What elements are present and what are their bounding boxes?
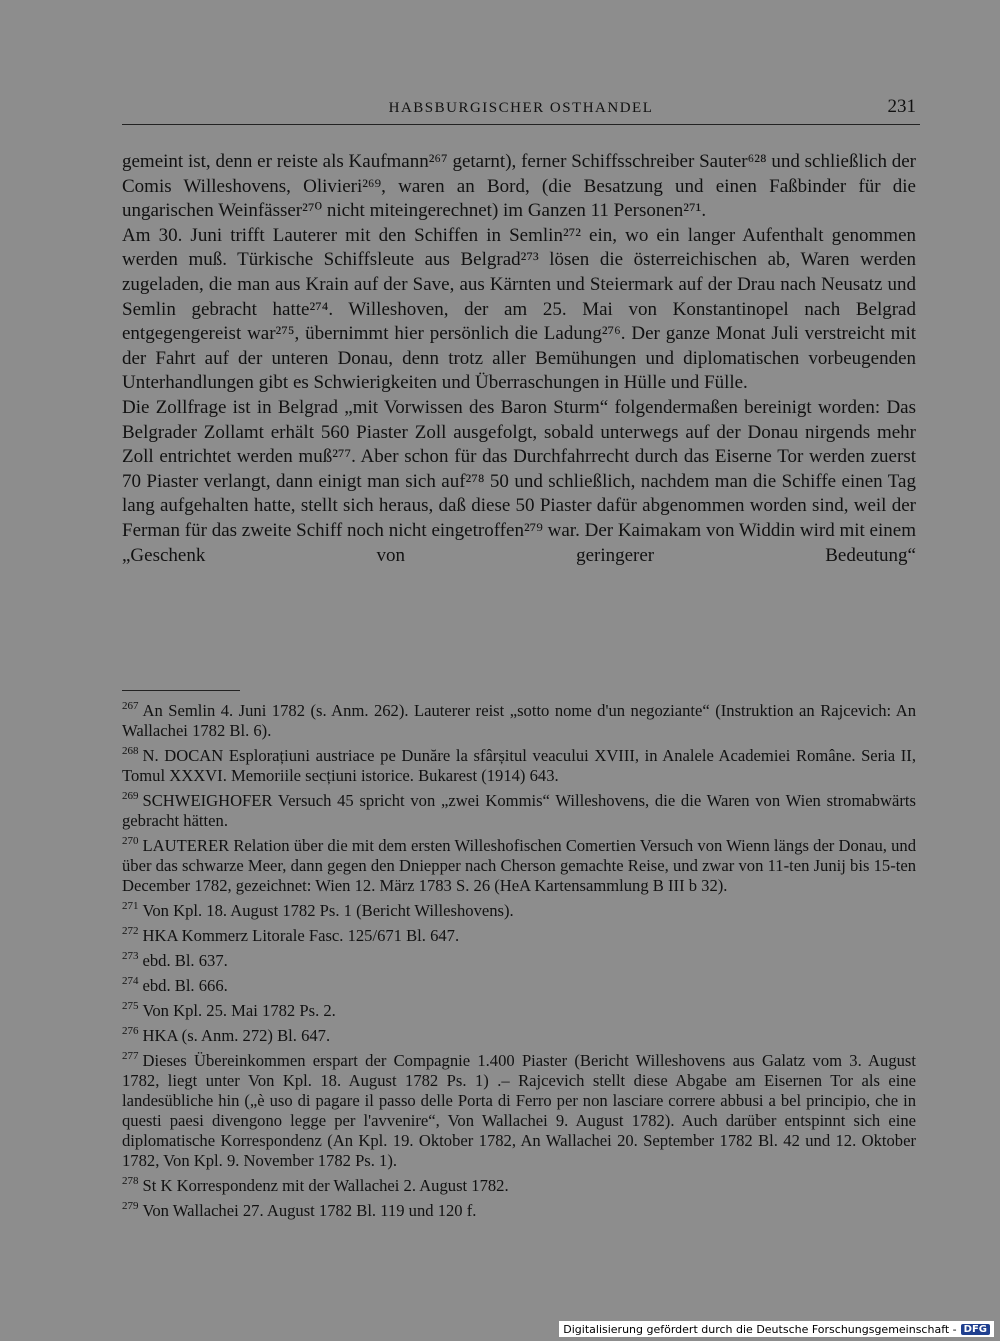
footnote (122, 791, 916, 831)
footnote (122, 1176, 916, 1196)
footnote-number: 272 (122, 925, 139, 938)
footnote-number: 273 (122, 950, 139, 963)
footnote (122, 746, 916, 786)
footnote (122, 976, 916, 996)
dfg-logo: DFG (961, 1324, 990, 1335)
footnote-text: ebd. Bl. 637. (142, 951, 228, 970)
footnote-text: St K Korrespondenz mit der Wallachei 2. August 1782. (142, 1176, 509, 1195)
paragraph: gemeint ist, denn er reiste als Kaufmann²⁶⁷ getarnt), ferner Schiffsschreiber Sauter⁶²⁸ und schließlich der Comis Willeshovens, Olivieri²⁶⁹, waren an Bord, (die Besatzung und einen Faßbinder für die ungarischen Weinfässer²⁷⁰ nicht miteingerechnet) im Ganzen 11 Personen²⁷¹. (122, 151, 916, 222)
footnote (122, 1026, 916, 1046)
credit-text: Digitalisierung gefördert durch die Deutsche Forschungsgemeinschaft - (563, 1322, 957, 1336)
footnote-text: LAUTERER Relation über die mit dem ersten Willeshofischen Comertien Versuch von Wienn längs der Donau, und über das schwarze Meer, dann gegen den Dniepper nach Cherson gemachte Reise, und zwar von 11-ten Junij bis 15-ten December 1782, gezeichnet: Wien 12. März 1783 S. 26 (HeA Kartensammlung B III b 32). (122, 836, 916, 895)
footnote-number: 275 (122, 1000, 139, 1013)
page-number: 231 (887, 96, 916, 117)
footnote-number: 271 (122, 900, 139, 913)
footnote-text: HKA Kommerz Litorale Fasc. 125/671 Bl. 647. (142, 926, 460, 945)
footnote-number: 274 (122, 975, 139, 988)
footnote (122, 1001, 916, 1021)
paragraph: Am 30. Juni trifft Lauterer mit den Schiffen in Semlin²⁷² ein, wo ein langer Aufenthalt genommen werden muß. Türkische Schiffsleute aus Belgrad²⁷³ lösen die österreichischen ab, Waren werden zugeladen, die man aus Krain auf der Save, aus Kärnten und Steiermark auf der Drau nach Neusatz und Semlin gebracht hatte²⁷⁴. Willeshoven, der am 25. Mai von Konstantinopel nach Belgrad entgegengereist war²⁷⁵, übernimmt hier persönlich die Ladung²⁷⁶. Der ganze Monat Juli verstreicht mit der Fahrt auf der unteren Donau, denn trotz aller Bemühungen und diplomatischen vorbeugenden Unterhandlungen gibt es Schwierigkeiten und Überraschungen in Hülle und Fülle. (122, 224, 916, 394)
footnote-text: HKA (s. Anm. 272) Bl. 647. (142, 1026, 331, 1045)
footnote-text: Dieses Übereinkommen erspart der Compagnie 1.400 Piaster (Bericht Willeshovens aus Galatz vom 3. August 1782, liegt unter Von Kpl. 18. August 1782 Ps. 1) .– Rajcevich stellt diese Abgabe am Eisernen Tor als eine landesübliche hin („è uso di pagare il passo delle Porta di Ferro per non lasciare correre abbusi a bel principio, che in questi paesi divengono legge per l'avvenire“, Von Wallachei 9. August 1782). Auch darüber entspinnt sich eine diplomatische Korrespondenz (An Kpl. 19. Oktober 1782, An Wallachei 20. September 1782 Bl. 42 und 12. Oktober 1782, Von Kpl. 9. November 1782 Ps. 1). (122, 1051, 916, 1170)
footnote-number: 268 (122, 745, 139, 758)
footnote-number: 269 (122, 790, 139, 803)
footnote-number: 279 (122, 1200, 139, 1213)
footnote (122, 701, 916, 741)
footnote-number: 278 (122, 1175, 139, 1188)
footnote-text: Von Kpl. 25. Mai 1782 Ps. 2. (142, 1001, 336, 1020)
footnote (122, 951, 916, 971)
footnote-number: 277 (122, 1050, 139, 1063)
footnote-text: N. DOCAN Esplorațiuni austriace pe Dunăre la sfârșitul veacului XVIII, in Analele Academiei Române. Seria II, Tomul XXXVI. Memoriile secțiuni istorice. Bukarest (1914) 643. (122, 746, 916, 785)
footnote-number: 270 (122, 835, 139, 848)
footnote-text: An Semlin 4. Juni 1782 (s. Anm. 262). Lauterer reist „sotto nome d'un negoziante“ (Instruktion an Rajcevich: An Wallachei 1782 Bl. 6). (122, 701, 916, 740)
footnote-text: SCHWEIGHOFER Versuch 45 spricht von „zwei Kommis“ Willeshovens, die die Waren von Wien stromabwärts gebracht hätten. (122, 791, 916, 830)
footnote-divider (122, 690, 240, 691)
footnote-text: Von Wallachei 27. August 1782 Bl. 119 und 120 f. (142, 1201, 477, 1220)
page-header (122, 96, 920, 125)
digitization-credit (559, 1321, 994, 1337)
footnote (122, 926, 916, 946)
footnote (122, 836, 916, 896)
footnote (122, 901, 916, 921)
footnote-text: Von Kpl. 18. August 1782 Ps. 1 (Bericht Willeshovens). (142, 901, 514, 920)
paragraph: Die Zollfrage ist in Belgrad „mit Vorwissen des Baron Sturm“ folgendermaßen bereinigt worden: Das Belgrader Zollamt erhält 560 Piaster Zoll ausgefolgt, sobald unterwegs auf der Donau nirgends mehr Zoll entrichtet werden muß²⁷⁷. Aber schon für das Durchfahrrecht durch das Eiserne Tor werden zuerst 70 Piaster verlangt, dann einigt man sich auf²⁷⁸ 50 und schließlich, nachdem man die Schiffe einen Tag lang aufgehalten hatte, stellt sich heraus, daß diese 50 Piaster dafür abgenommen worden sind, weil der Ferman für das zweite Schiff noch nicht eingetroffen²⁷⁹ war. Der Kaimakam von Widdin wird mit einem „Geschenk von geringerer Bedeutung“ (122, 396, 916, 566)
footnote-number: 276 (122, 1025, 139, 1038)
footnote (122, 1201, 916, 1221)
footnote-number: 267 (122, 700, 139, 713)
footnotes (122, 701, 916, 1226)
footnote (122, 1051, 916, 1171)
main-text (122, 150, 916, 568)
footnote-text: ebd. Bl. 666. (142, 976, 228, 995)
running-head: HABSBURGISCHER OSTHANDEL (388, 100, 654, 116)
